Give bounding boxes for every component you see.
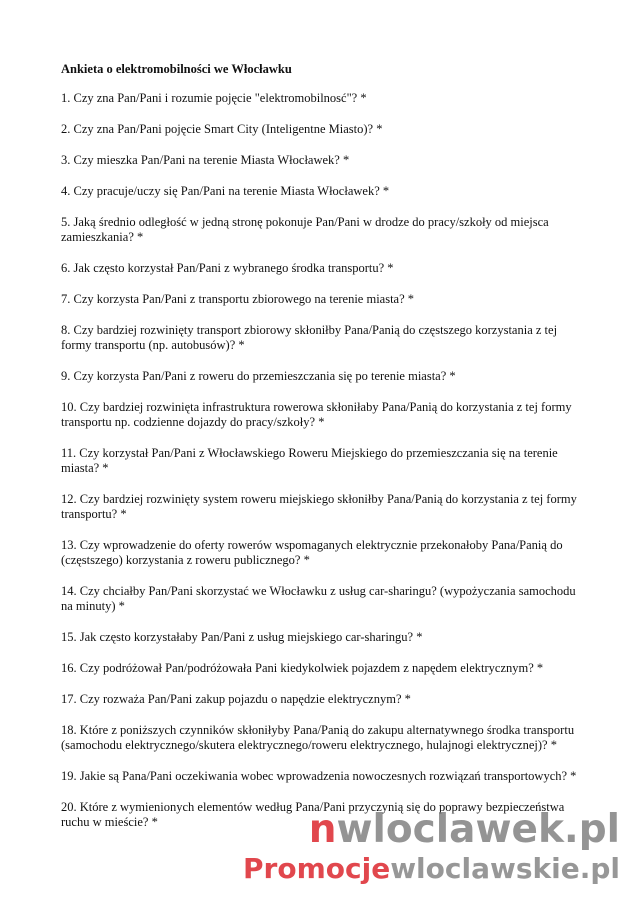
question-10: 10. Czy bardziej rozwinięta infrastruktura rowerowa skłoniłaby Pana/Panią do korzystania z tej formy transportu np. codzienne dojazdy do pracy/szkoły? * [61,400,572,429]
watermark-nwloclawek-red: n [308,807,337,852]
watermark-wloclawskie-gray: wloclawskie.pl [390,852,620,885]
question-3: 3. Czy mieszka Pan/Pani na terenie Miasta Włocławek? * [61,153,350,167]
question-1: 1. Czy zna Pan/Pani i rozumie pojęcie "elektromobilnosć"? * [61,91,367,105]
question-18: 18. Które z poniższych czynników skłoniłyby Pana/Panią do zakupu alternatywnego środka transportu (samochodu elektrycznego/skutera elektrycznego/roweru elektrycznego, hulajnogi elektrycznej)? * [61,723,575,752]
watermark-promocje-red: Promocje [243,852,391,885]
question-19: 19. Jakie są Pana/Pani oczekiwania wobec wprowadzenia nowoczesnych rozwiązań transportowych? * [61,769,577,783]
question-8: 8. Czy bardziej rozwinięty transport zbiorowy skłoniłby Pana/Panią do częstszego korzystania z tej formy transportu (np. autobusów)? * [61,323,558,352]
question-20: 20. Które z wymienionych elementów według Pana/Pani przyczynią się do poprawy bezpieczeństwa ruchu w mieście? * [61,800,565,829]
watermark-nwloclawek [309,808,620,852]
question-9: 9. Czy korzysta Pan/Pani z roweru do przemieszczania się po terenie miasta? * [61,369,456,383]
document-title: Ankieta o elektromobilności we Włocławku [61,62,292,76]
watermark-nwloclawek-gray: wloclawek.pl [336,807,620,852]
question-15: 15. Jak często korzystałaby Pan/Pani z usług miejskiego car-sharingu? * [61,630,423,644]
question-11: 11. Czy korzystał Pan/Pani z Włocławskiego Roweru Miejskiego do przemieszczania się na terenie miasta? * [61,446,558,475]
question-2: 2. Czy zna Pan/Pani pojęcie Smart City (Inteligentne Miasto)? * [61,122,383,136]
question-17: 17. Czy rozważa Pan/Pani zakup pojazdu o napędzie elektrycznym? * [61,692,411,706]
question-14: 14. Czy chciałby Pan/Pani skorzystać we Włocławku z usług car-sharingu? (wypożyczania samochodu na minuty) * [61,584,576,613]
survey-document [61,62,581,846]
question-16: 16. Czy podróżował Pan/podróżowała Pani kiedykolwiek pojazdem z napędem elektrycznym? * [61,661,544,675]
question-4: 4. Czy pracuje/uczy się Pan/Pani na terenie Miasta Włocławek? * [61,184,390,198]
question-5: 5. Jaką średnio odległość w jedną stronę pokonuje Pan/Pani w drodze do pracy/szkoły od miejsca zamieszkania? * [61,215,549,244]
question-12: 12. Czy bardziej rozwinięty system roweru miejskiego skłoniłby Pana/Panią do korzystania z tej formy transportu? * [61,492,577,521]
question-6: 6. Jak często korzystał Pan/Pani z wybranego środka transportu? * [61,261,394,275]
question-7: 7. Czy korzysta Pan/Pani z transportu zbiorowego na terenie miasta? * [61,292,415,306]
question-13: 13. Czy wprowadzenie do oferty rowerów wspomaganych elektrycznie przekonałoby Pana/Panią do (częstszego) korzystania z roweru publicznego? * [61,538,563,567]
watermark-promocjewloclawskie [243,852,620,886]
